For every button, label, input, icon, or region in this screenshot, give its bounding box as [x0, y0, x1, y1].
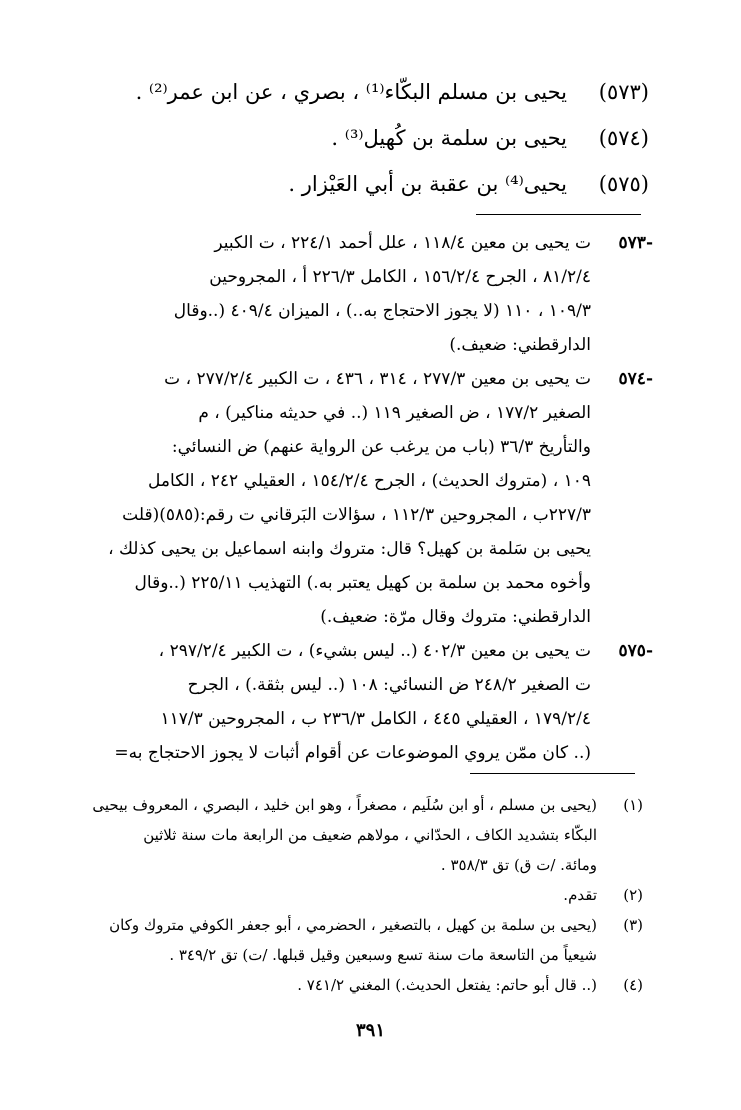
entry-text: يحيى⁽⁴⁾ بن عقبة بن أبي العَيْزار .: [288, 172, 567, 196]
footnote-number: (٤): [623, 976, 643, 994]
note-574: [63, 362, 653, 634]
footnote-text: [63, 910, 597, 970]
note-line: ١٠٩/٣ ، ١١٠ (لا يجوز الاحتجاج به..) ، الميزان ٤٠٩/٤ (..وقال: [173, 301, 591, 321]
footnote-number: (٣): [623, 916, 643, 934]
note-line: ٨١/٢/٤ ، الجرح ١٥٦/٢/٤ ، الكامل ٢٢٦/٣ أ ، المجروحين: [209, 267, 591, 287]
page-number: ٣٩١: [355, 1020, 385, 1041]
footnote-line: شيعياً من التاسعة مات سنة تسع وسبعين وقيل قبلها. /ت) تق ٣٤٩/٢ .: [169, 946, 597, 964]
note-text: [63, 362, 591, 634]
note-line: (.. كان ممّن يروي الموضوعات عن أقوام أثبات لا يجوز الاحتجاج به=: [114, 743, 591, 763]
entry-574: [89, 116, 649, 160]
footnote-line: (يحيى بن سلمة بن كهيل ، بالتصغير ، الحضرمي ، أبو جعفر الكوفي متروك وكان: [109, 916, 597, 934]
note-line: وأخوه محمد بن سلمة بن كهيل يعتبر به.) التهذيب ٢٢٥/١١ (..وقال: [134, 573, 591, 593]
note-line: ت يحيى بن معين ٤٠٢/٣ (.. ليس بشيء) ، ت الكبير ٢٩٧/٢/٤ ،: [158, 641, 591, 661]
commentary-block: [63, 226, 653, 770]
entries-list: [89, 70, 649, 208]
footnote-text: [63, 790, 597, 880]
note-line: ١٧٩/٢/٤ ، العقيلي ٤٤٥ ، الكامل ٢٣٦/٣ ب ، المجروحين ١١٧/٣: [160, 709, 591, 729]
note-line: يحيى بن سَلمة بن كهيل؟ قال: متروك وابنه اسماعيل بن يحيى كذلك ،: [108, 539, 591, 559]
footnote-line: (.. قال أبو حاتم: يفتعل الحديث.) المغني ٧٤١/٢ .: [297, 976, 597, 994]
note-575: [63, 634, 653, 770]
note-line: الدارقطني: ضعيف.): [449, 335, 591, 355]
note-line: ٢٢٧/٣ب ، المجروحين ١١٢/٣ ، سؤالات البَرقاني ت رقم:(٥٨٥)(قلت: [122, 505, 591, 525]
note-line: الصغير ١٧٧/٢ ، ض الصغير ١١٩ (.. في حديثه مناكير) ، م: [198, 403, 591, 423]
note-line: ت يحيى بن معين ١١٨/٤ ، علل أحمد ٢٢٤/١ ، ت الكبير: [214, 233, 591, 253]
footnote-line: (يحيى بن مسلم ، أو ابن سُلَيم ، مصغراً ، وهو ابن خليد ، البصري ، المعروف بيحيى: [92, 796, 597, 814]
footnote-line: ومائة. /ت ق) تق ٣٥٨/٣ .: [440, 856, 597, 874]
entry-573: [89, 70, 649, 114]
note-text: [63, 634, 591, 770]
note-line: ١٠٩ ، (متروك الحديث) ، الجرح ١٥٤/٢/٤ ، العقيلي ٢٤٢ ، الكامل: [148, 471, 591, 491]
note-line: ت الصغير ٢٤٨/٢ ض النسائي: ١٠٨ (.. ليس بثقة.) ، الجرح: [187, 675, 591, 695]
note-number: -٥٧٣: [618, 233, 653, 253]
entry-number: (٥٧٥): [598, 172, 649, 196]
note-number: -٥٧٥: [618, 641, 653, 661]
entry-575: [89, 162, 649, 206]
footnote-number: (١): [623, 796, 643, 814]
footnote-line: تقدم.: [563, 886, 597, 904]
entry-text: يحيى بن سلمة بن كُهيل⁽³⁾ .: [331, 126, 567, 150]
footnote-line: البكّاء بتشديد الكاف ، الحدّاني ، مولاهم ضعيف من الرابعة مات سنة ثلاثين: [143, 826, 597, 844]
note-number: -٥٧٤: [618, 369, 653, 389]
footnote-text: [63, 970, 597, 1000]
footnote-number: (٢): [623, 886, 643, 904]
footnote-1: [63, 790, 643, 880]
footnote-3: [63, 910, 643, 970]
note-573: [63, 226, 653, 362]
footnote-text: [63, 880, 597, 910]
footnotes-divider: [470, 773, 635, 774]
entries-divider: [476, 214, 641, 215]
footnotes-block: [63, 790, 643, 1000]
note-line: ت يحيى بن معين ٢٧٧/٣ ، ٣١٤ ، ٤٣٦ ، ت الكبير ٢٧٧/٢/٤ ، ت: [164, 369, 591, 389]
footnote-2: [63, 880, 643, 910]
entry-text: يحيى بن مسلم البكّاء⁽¹⁾ ، بصري ، عن ابن عمر⁽²⁾ .: [135, 80, 567, 104]
note-text: [63, 226, 591, 362]
note-line: الدارقطني: متروك وقال مرّة: ضعيف.): [320, 607, 591, 627]
entry-number: (٥٧٤): [598, 126, 649, 150]
entry-number: (٥٧٣): [598, 80, 649, 104]
footnote-4: [63, 970, 643, 1000]
note-line: والتأريخ ٣٦/٣ (باب من يرغب عن الرواية عنهم) ض النسائي:: [171, 437, 591, 457]
